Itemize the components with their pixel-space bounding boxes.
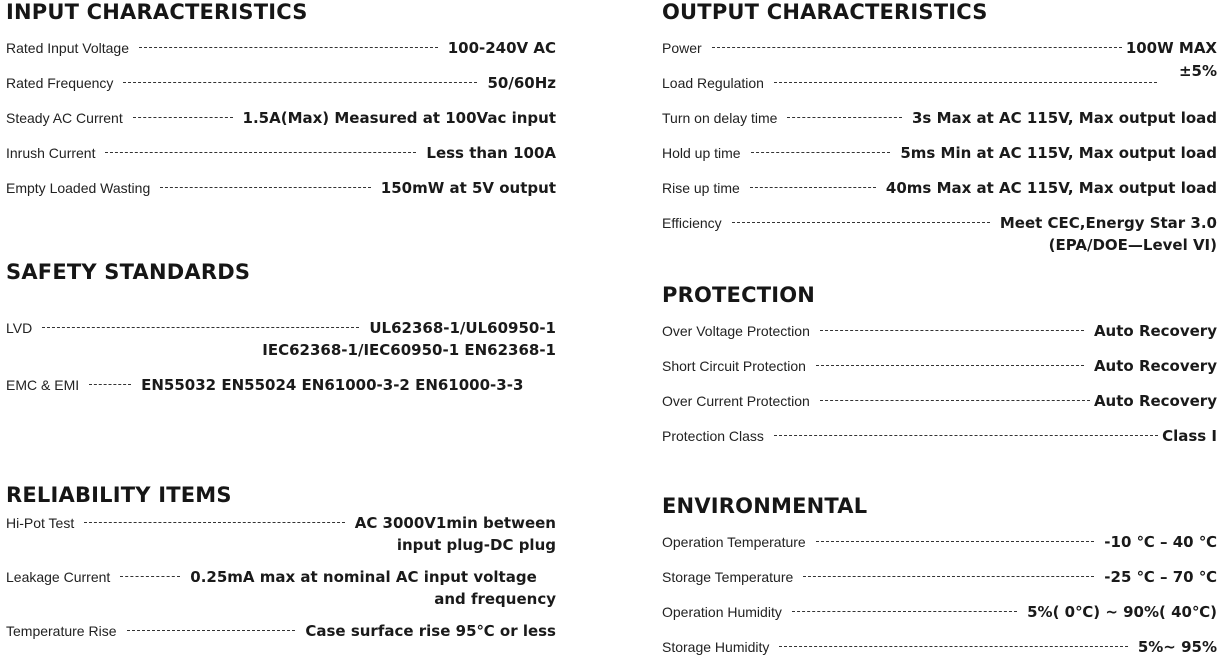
dashed-leader — [816, 365, 1084, 366]
spec-value: UL62368-1/UL60950-1 — [369, 319, 556, 337]
dashed-leader — [160, 187, 371, 188]
dashed-leader — [732, 222, 990, 223]
spec-row — [662, 321, 1217, 356]
section-heading: PROTECTION — [662, 283, 816, 307]
spec-row — [6, 513, 556, 567]
spec-value: -10 ℃ – 40 ℃ — [1104, 533, 1217, 551]
spec-value: 100-240V AC — [447, 39, 556, 57]
spec-label: Leakage Current — [6, 569, 111, 585]
spec-value: 5ms Min at AC 115V, Max output load — [900, 144, 1217, 162]
spec-value: 150mW at 5V output — [380, 179, 556, 197]
spec-value-line2: and frequency — [434, 590, 556, 608]
spec-label: Hi-Pot Test — [6, 515, 75, 531]
dashed-leader — [89, 384, 131, 385]
spec-value: Auto Recovery — [1093, 322, 1217, 340]
output-characteristics-section — [662, 0, 1217, 270]
dashed-leader — [750, 187, 876, 188]
dashed-leader — [120, 576, 180, 577]
spec-label: Over Voltage Protection — [662, 323, 810, 339]
spec-value: -25 ℃ – 70 ℃ — [1104, 568, 1217, 586]
spec-label: Storage Temperature — [662, 569, 794, 585]
spec-label: Rated Frequency — [6, 75, 114, 91]
spec-row — [6, 375, 556, 410]
dashed-leader — [820, 400, 1090, 401]
input-characteristics-section — [6, 0, 556, 213]
spec-value-line2: IEC62368-1/IEC60950-1 EN62368-1 — [262, 341, 556, 359]
dashed-leader — [123, 82, 477, 83]
environmental-section — [662, 494, 1217, 672]
spec-row — [6, 567, 556, 621]
spec-value: 100W MAX — [1125, 39, 1217, 57]
spec-value: Meet CEC,Energy Star 3.0 — [999, 214, 1217, 232]
spec-row — [6, 178, 556, 213]
dashed-leader — [774, 82, 1157, 83]
spec-value-line2: input plug-DC plug — [396, 536, 556, 554]
dashed-leader — [751, 152, 891, 153]
spec-label: Rise up time — [662, 180, 740, 196]
spec-value: Less than 100A — [426, 144, 556, 162]
dashed-leader — [816, 541, 1095, 542]
spec-row — [662, 637, 1217, 672]
spec-row — [662, 391, 1217, 426]
spec-label: Steady AC Current — [6, 110, 123, 126]
safety-standards-section — [6, 260, 556, 410]
section-heading: SAFETY STANDARDS — [6, 260, 251, 284]
spec-row — [662, 356, 1217, 391]
spec-row — [6, 318, 556, 375]
spec-row — [6, 108, 556, 143]
spec-row — [662, 62, 1217, 108]
dashed-leader — [787, 117, 902, 118]
dashed-leader — [84, 522, 345, 523]
protection-section — [662, 283, 1217, 461]
spec-row — [662, 38, 1217, 73]
dashed-leader — [779, 646, 1127, 647]
spec-label: Storage Humidity — [662, 639, 770, 655]
dashed-leader — [139, 47, 438, 48]
spec-value: 1.5A(Max) Measured at 100Vac input — [242, 109, 556, 127]
spec-label: Empty Loaded Wasting — [6, 180, 151, 196]
spec-label: Protection Class — [662, 428, 764, 444]
spec-value: Auto Recovery — [1093, 392, 1217, 410]
spec-row — [6, 38, 556, 73]
spec-row — [6, 73, 556, 108]
spec-value-line2: (EPA/DOE—Level VI) — [1048, 236, 1217, 254]
spec-value: Case surface rise 95℃ or less — [305, 622, 556, 640]
spec-value: Auto Recovery — [1093, 357, 1217, 375]
spec-label: Rated Input Voltage — [6, 40, 129, 56]
reliability-items-section — [6, 483, 556, 656]
dashed-leader — [803, 576, 1094, 577]
spec-row — [662, 143, 1217, 178]
spec-value: 5%( 0℃) ~ 90%( 40℃) — [1027, 603, 1217, 621]
spec-value: 40ms Max at AC 115V, Max output load — [885, 179, 1217, 197]
spec-label: EMC & EMI — [6, 377, 80, 393]
spec-row — [662, 567, 1217, 602]
dashed-leader — [133, 117, 233, 118]
spec-row — [6, 621, 556, 656]
spec-label: Load Regulation — [662, 75, 764, 91]
spec-label: LVD — [6, 320, 33, 336]
section-heading: ENVIRONMENTAL — [662, 494, 868, 518]
spec-value: 0.25mA max at nominal AC input voltage — [190, 568, 537, 586]
spec-label: Over Current Protection — [662, 393, 810, 409]
spec-value: AC 3000V1min between — [354, 514, 556, 532]
dashed-leader — [105, 152, 416, 153]
spec-value: Class I — [1162, 427, 1217, 445]
spec-label: Inrush Current — [6, 145, 96, 161]
spec-value: EN55032 EN55024 EN61000-3-2 EN61000-3-3 — [141, 376, 524, 394]
dashed-leader — [712, 47, 1122, 48]
spec-value: 50/60Hz — [487, 74, 556, 92]
spec-row — [662, 532, 1217, 567]
section-heading: RELIABILITY ITEMS — [6, 483, 232, 507]
dashed-leader — [820, 330, 1084, 331]
spec-row — [6, 143, 556, 178]
dashed-leader — [127, 630, 296, 631]
spec-label: Short Circuit Protection — [662, 358, 806, 374]
spec-label: Efficiency — [662, 215, 722, 231]
spec-value: ±5% — [1178, 62, 1217, 80]
spec-label: Turn on delay time — [662, 110, 778, 126]
dashed-leader — [42, 327, 359, 328]
spec-value: 3s Max at AC 115V, Max output load — [911, 109, 1217, 127]
spec-label: Temperature Rise — [6, 623, 117, 639]
spec-label: Hold up time — [662, 145, 741, 161]
spec-row — [662, 426, 1217, 461]
dashed-leader — [792, 611, 1017, 612]
spec-value: 5%~ 95% — [1137, 638, 1217, 656]
spec-label: Power — [662, 40, 702, 56]
section-heading: INPUT CHARACTERISTICS — [6, 0, 308, 24]
spec-label: Operation Humidity — [662, 604, 782, 620]
spec-row — [662, 178, 1217, 213]
section-heading: OUTPUT CHARACTERISTICS — [662, 0, 988, 24]
spec-row — [662, 213, 1217, 270]
dashed-leader — [774, 435, 1158, 436]
spec-label: Operation Temperature — [662, 534, 806, 550]
spec-row — [662, 108, 1217, 143]
spec-row — [662, 602, 1217, 637]
